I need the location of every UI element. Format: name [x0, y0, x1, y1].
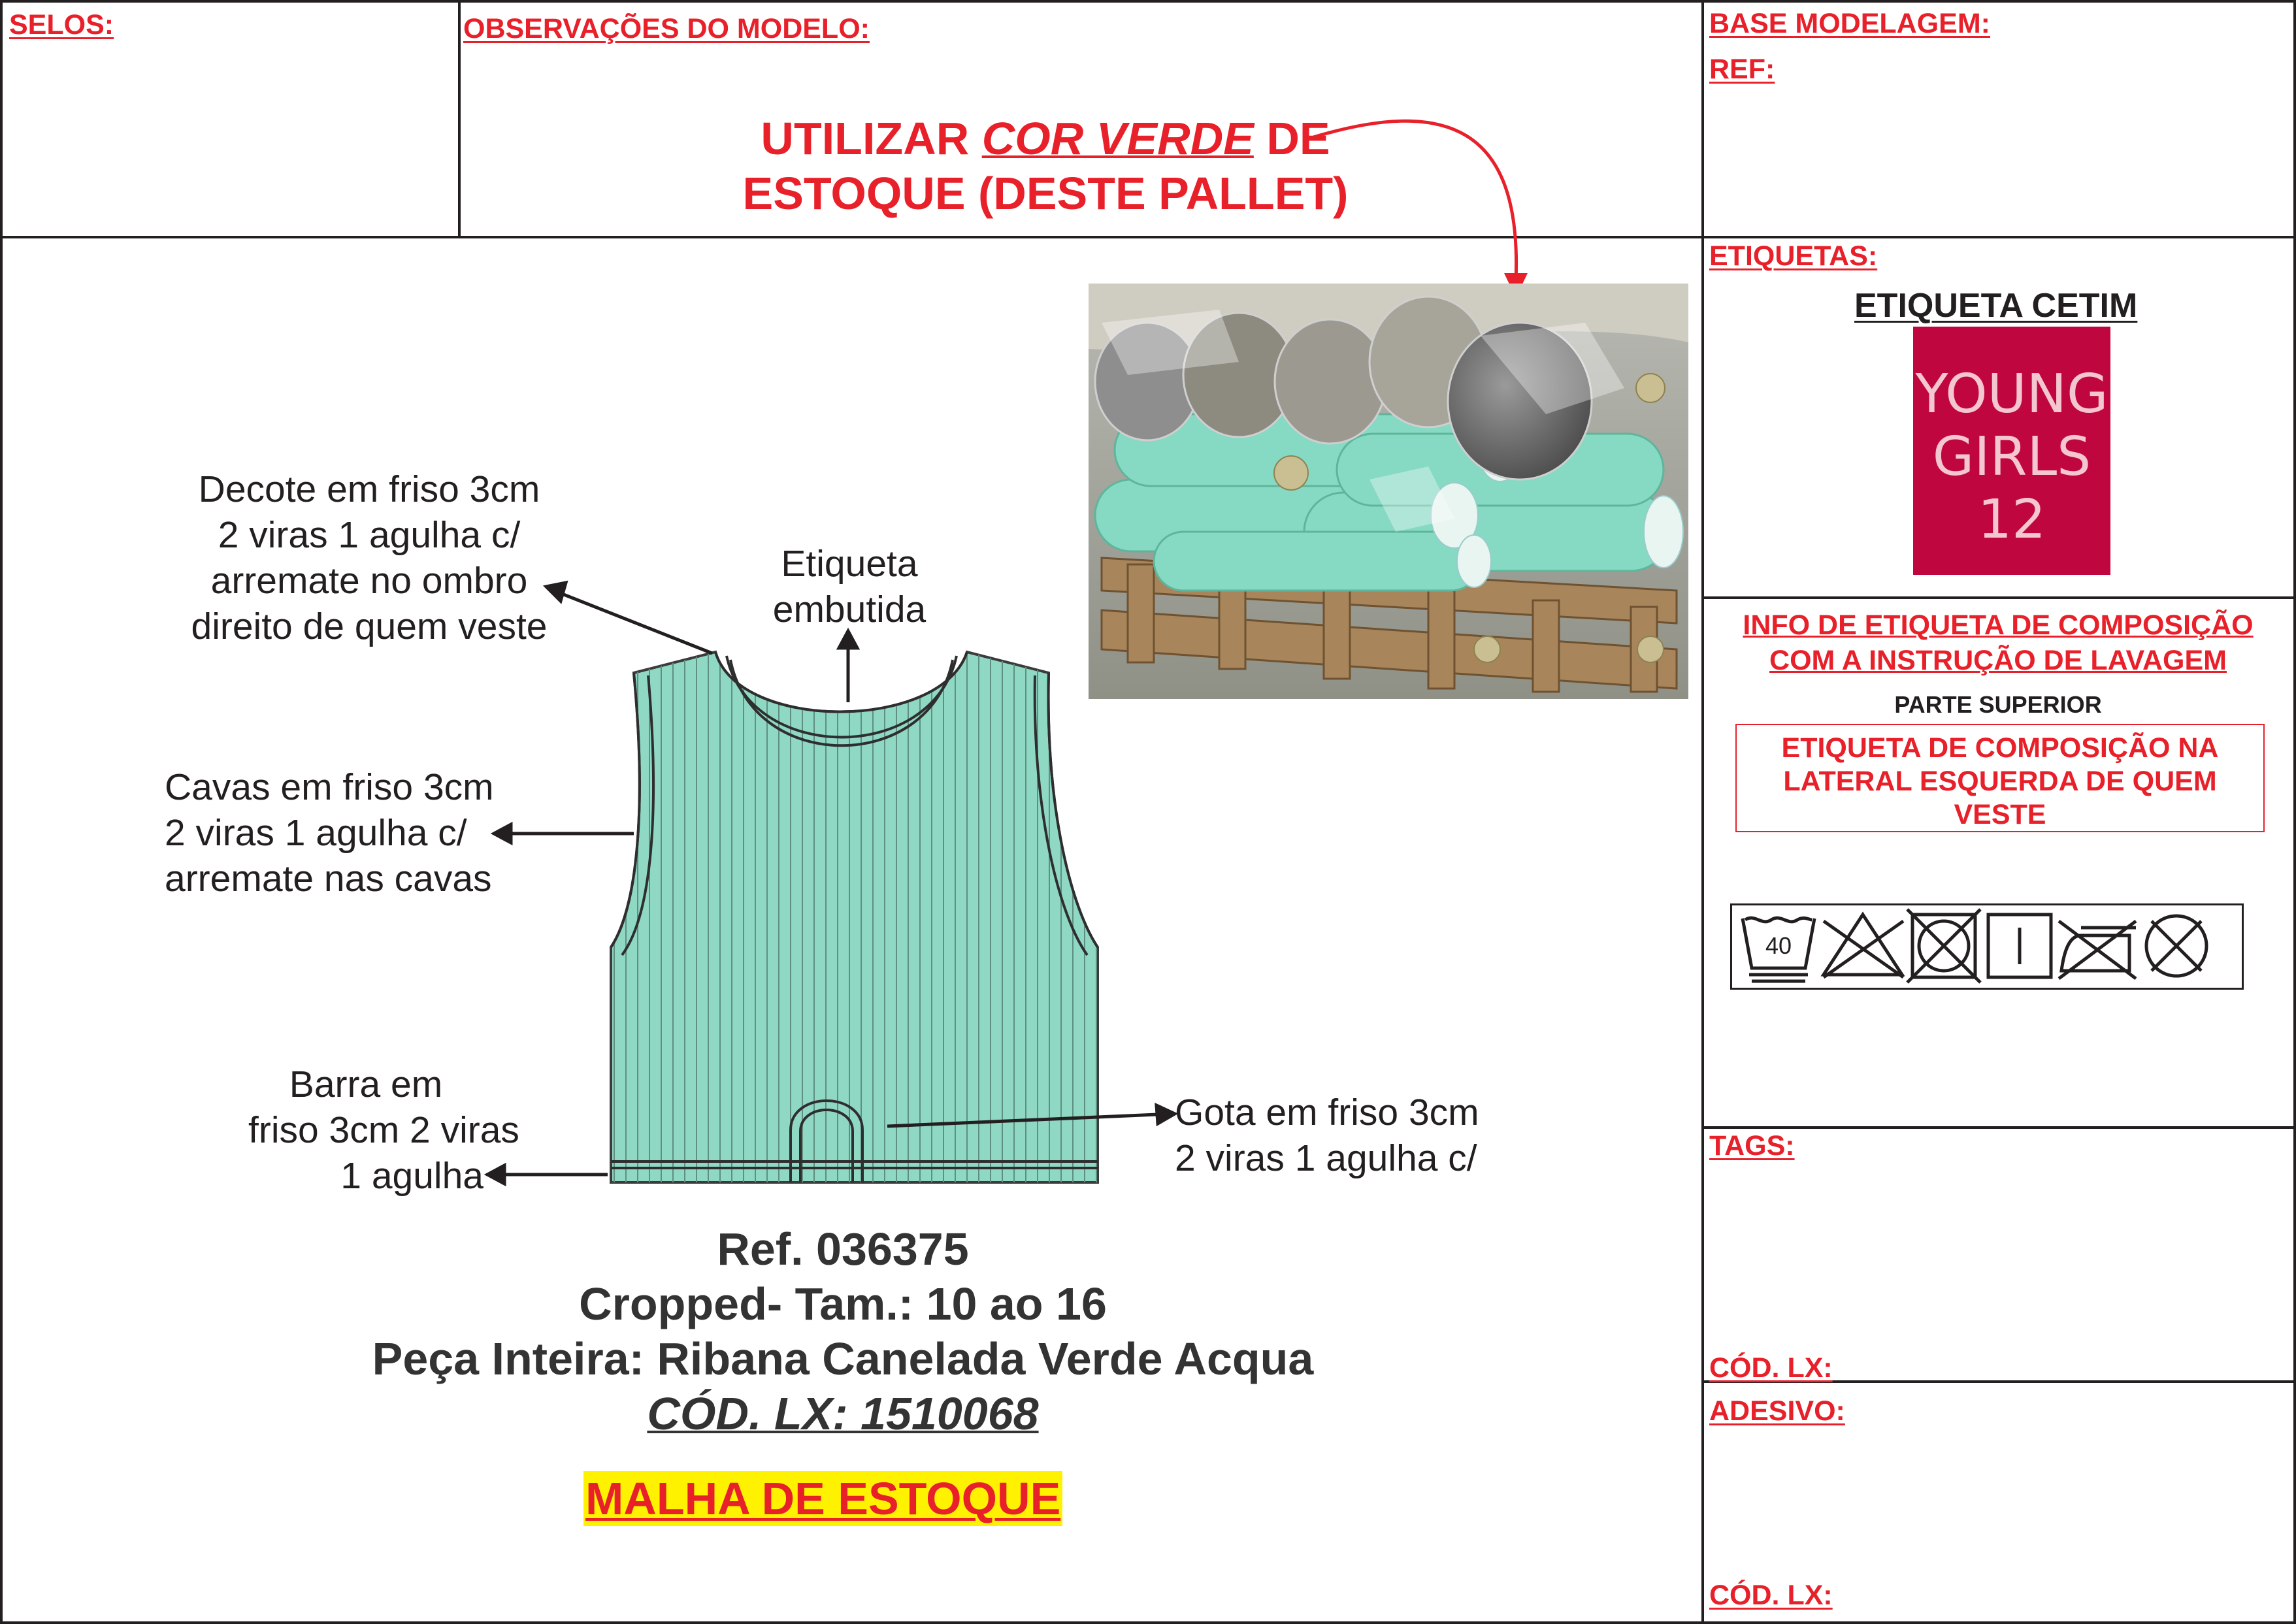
- annotation-cavas: Cavas em friso 3cm 2 viras 1 agulha c/ arremate nas cavas: [165, 766, 494, 900]
- annotation-barra: Barra em friso 3cm 2 viras 1 agulha: [248, 1064, 519, 1197]
- no-bleach-icon: [1824, 915, 1903, 977]
- line-dry-icon: [1988, 915, 2051, 977]
- model-observation-note: UTILIZAR COR VERDE DE ESTOQUE (DESTE PALLET): [742, 113, 1349, 219]
- wash-40-icon: [1743, 918, 1814, 981]
- ref-label: REF:: [1709, 54, 1775, 85]
- etiqueta-cetim-title: ETIQUETA CETIM: [1854, 287, 2138, 325]
- parte-superior-label: PARTE SUPERIOR: [1894, 691, 2102, 718]
- product-ref: Ref. 036375: [717, 1224, 969, 1275]
- no-tumble-dry-icon: [1907, 909, 1980, 983]
- wash-temp: 40: [1765, 932, 1792, 959]
- composition-info-title: INFO DE ETIQUETA DE COMPOSIÇÃO COM A INSTRUÇÃO DE LAVAGEM: [1743, 609, 2254, 676]
- product-reference-block: [314, 1222, 1372, 1441]
- note-emphasis: COR VERDE: [981, 113, 1254, 164]
- etiquetas-label: ETIQUETAS:: [1709, 240, 1878, 272]
- adesivo-cod-lx-label: CÓD. LX:: [1709, 1580, 1833, 1611]
- selos-label: SELOS:: [9, 9, 114, 41]
- annotation-etiqueta: Etiqueta embutida: [772, 543, 927, 630]
- product-size: Cropped- Tam.: 10 ao 16: [579, 1278, 1107, 1329]
- tags-label: TAGS:: [1709, 1130, 1795, 1161]
- stock-fabric-badge: MALHA DE ESTOQUE: [583, 1471, 1062, 1526]
- annotation-gota: Gota em friso 3cm 2 viras 1 agulha c/: [1175, 1092, 1479, 1179]
- no-dry-clean-icon: [2146, 916, 2206, 976]
- satin-label-sample: YOUNG GIRLS 12: [1913, 327, 2110, 575]
- annotation-decote: Decote em friso 3cm 2 viras 1 agulha c/ arremate no ombro direito de quem veste: [191, 468, 548, 647]
- adesivo-label: ADESIVO:: [1709, 1395, 1845, 1427]
- no-iron-icon: [2059, 921, 2136, 979]
- care-symbols-box: [1730, 903, 2244, 990]
- observacoes-label: OBSERVAÇÕES DO MODELO:: [463, 13, 870, 44]
- tags-cod-lx-label: CÓD. LX:: [1709, 1352, 1833, 1384]
- composition-label-instruction: ETIQUETA DE COMPOSIÇÃO NA LATERAL ESQUERDA DE QUEM VESTE: [1735, 724, 2265, 832]
- product-code: CÓD. LX: 1510068: [647, 1388, 1039, 1439]
- base-modelagem-label: BASE MODELAGEM:: [1709, 8, 1990, 39]
- product-fabric: Peça Inteira: Ribana Canelada Verde Acqua: [372, 1333, 1314, 1384]
